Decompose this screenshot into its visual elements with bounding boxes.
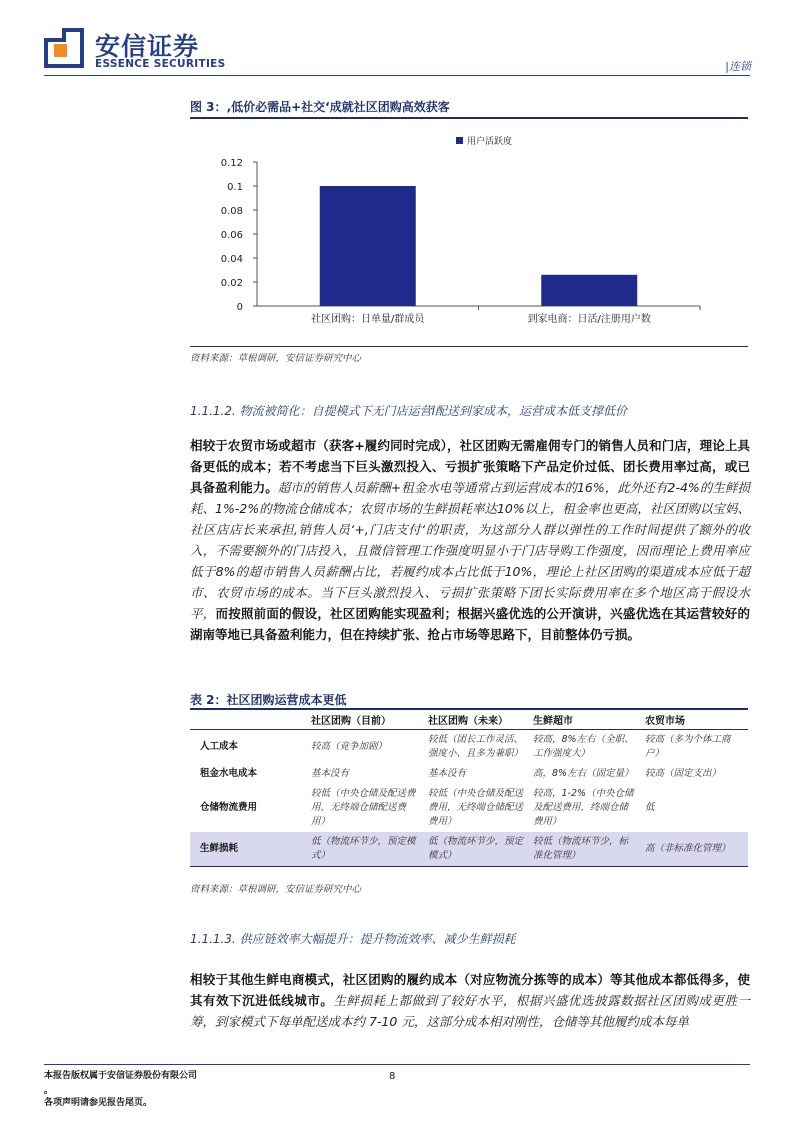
para-bold-lead: 相较于其他生鲜电商模式，社区团购的履约成本（对应物流分拣等的成本）等其他成本都低得多，使其有效下沉进低线城市。 [190, 972, 750, 1008]
table-cell: 较高，8%左右（全职、工作强度大） [533, 734, 634, 759]
legend-label: 用户活跃度 [467, 137, 513, 147]
para-bold-lead: 相较于农贸市场或超市（获客+履约同时完成），社区团购无需雇佣专门的销售人员和门店，理论上具备更低的成本；若不考虑当下巨头激烈投入、亏损扩张策略下产品定价过低、团长费用率过高，或已具备盈利能力。 [190, 438, 750, 495]
paragraph-supply-chain [190, 969, 750, 1032]
table-cell: 较高（固定支出） [645, 768, 722, 779]
figure-top-rule [190, 117, 748, 119]
table-header: 农贸市场 [641, 710, 748, 730]
section-heading-logistics: 1.1.1.2. 物流被简化：自提模式下无门店运营l配送到家成本，运营成本低支撑低价 [190, 404, 627, 418]
footer-divider [44, 1064, 750, 1065]
brand-name-cn: 安信证券 [95, 32, 200, 61]
table-cell: 基本没有 [311, 768, 350, 779]
legend-swatch [456, 137, 463, 144]
company-logo-icon [44, 28, 84, 68]
table-cell: 较低（中央仓储及配送费用，无终端仓储配送费用） [428, 788, 524, 827]
table-cell: 低（物流环节少，预定模式） [307, 832, 424, 867]
figure-bottom-rule [190, 346, 748, 347]
bar-chart [190, 124, 748, 346]
table-header: 社区团购（未来） [424, 710, 529, 730]
brand-name-en: ESSENCE SECURITIES [95, 58, 226, 70]
page-number: 8 [389, 1071, 396, 1082]
table-cell: 较高（多为个体工商户） [645, 734, 731, 759]
table-header: 社区团购（目前） [307, 710, 424, 730]
figure-source: 资料来源：草根调研，安信证券研究中心 [190, 353, 362, 364]
footer-dot: 。 [44, 1086, 54, 1096]
para-body: 超市的销售人员薪酬+租金水电等通常占到运营成本的16%，此外还有2-4%的生鲜损耗、1%-2%的物流仓储成本；农贸市场的生鲜损耗率达10%以上，租金率也更高，社区团购以宝妈、社区店店长来承担‚销售人员‘+‚门店支付‘的职责，为这部分人群以弹性的工作时间提供了额外的收入，不需要额外的门店投入，且微信管理工作强度明显小于门店导购工作强度，因而理论上费用率应低于8%的超市销售人员薪酬占比，若履约成本占比低于10%，理论上社区团购的渠道成本应低于超市、农贸市场的成本。当下巨头激烈投入、亏损扩张策略下团长实际费用率在多个地区高于假设水平， [190, 480, 750, 621]
section-heading-supply-chain: 1.1.1.3. 供应链效率大幅提升：提升物流效率、减少生鲜损耗 [190, 932, 516, 946]
table-title: 表 2：社区团购运营成本更低 [190, 693, 347, 707]
table-cell: 低（物流环节少，预定模式） [424, 832, 529, 867]
footer-disclaimer: 各项声明请参见报告尾页。 [44, 1098, 153, 1108]
table-cell: 高（非标准化管理） [641, 832, 748, 867]
table-row [190, 764, 748, 784]
y-tick-label: 0.04 [220, 254, 243, 265]
row-header: 仓储物流费用 [200, 802, 258, 813]
bar [541, 275, 637, 306]
table-cell: 较高，1-2%（中央仓储及配送费用，终端仓储费用） [533, 788, 634, 827]
table-cell: 较低（团长工作灵活、强度小、且多为兼职） [428, 734, 524, 759]
table-cell: 较低（物流环节少，标准化管理） [529, 832, 641, 867]
table-row [190, 784, 748, 832]
x-tick-label: 到家电商：日活/注册用户数 [527, 314, 651, 325]
para-body: 生鲜损耗上都做到了较好水平，根据兴盛优选披露数据社区团购成更胜一筹，到家模式下每单配送成本约 7-10 元，这部分成本相对刚性，仓储等其他履约成本每单 [190, 993, 750, 1029]
y-tick-label: 0.08 [220, 206, 243, 217]
paragraph-cost-advantage [190, 435, 750, 645]
table-source: 资料来源：草根调研，安信证券研究中心 [190, 884, 362, 895]
table-header [190, 710, 307, 730]
y-tick-label: 0.02 [220, 278, 243, 289]
y-tick-label: 0.06 [220, 230, 243, 241]
table-cell: 高，8%左右（固定量） [533, 768, 634, 779]
table-cell: 较低（中央仓储及配送费用，无终端仓储配送费用） [311, 788, 416, 827]
table-cell: 低 [645, 802, 655, 813]
table-header: 生鲜超市 [529, 710, 641, 730]
figure-title: 图 3：‚低价必需品+社交‘成就社区团购高效获客 [190, 100, 450, 114]
table-row [190, 730, 748, 765]
y-tick-label: 0.12 [220, 158, 243, 169]
table-row [190, 832, 748, 867]
x-tick-label: 社区团购：日单量/群成员 [311, 314, 425, 325]
section-tag: |连锁 [725, 60, 751, 73]
row-header: 生鲜损耗 [190, 832, 307, 867]
cost-comparison-table [190, 710, 748, 867]
table-cell: 基本没有 [428, 768, 467, 779]
table-header-row [190, 710, 748, 730]
row-header: 租金水电成本 [200, 768, 258, 779]
y-tick-label: 0 [236, 302, 243, 313]
bar [320, 186, 416, 306]
header-divider [44, 75, 750, 76]
row-header: 人工成本 [200, 741, 239, 752]
table-cell: 较高（竞争加剧） [311, 741, 388, 752]
footer-copyright: 本报告版权属于安信证券股份有限公司 [44, 1071, 198, 1081]
y-tick-label: 0.1 [227, 182, 243, 193]
para-bold-tail: 而按照前面的假设，社区团购能实现盈利；根据兴盛优选的公开演讲，兴盛优选在其运营较好的湖南等地已具备盈利能力，但在持续扩张、抢占市场等思路下，目前整体仍亏损。 [190, 606, 750, 642]
